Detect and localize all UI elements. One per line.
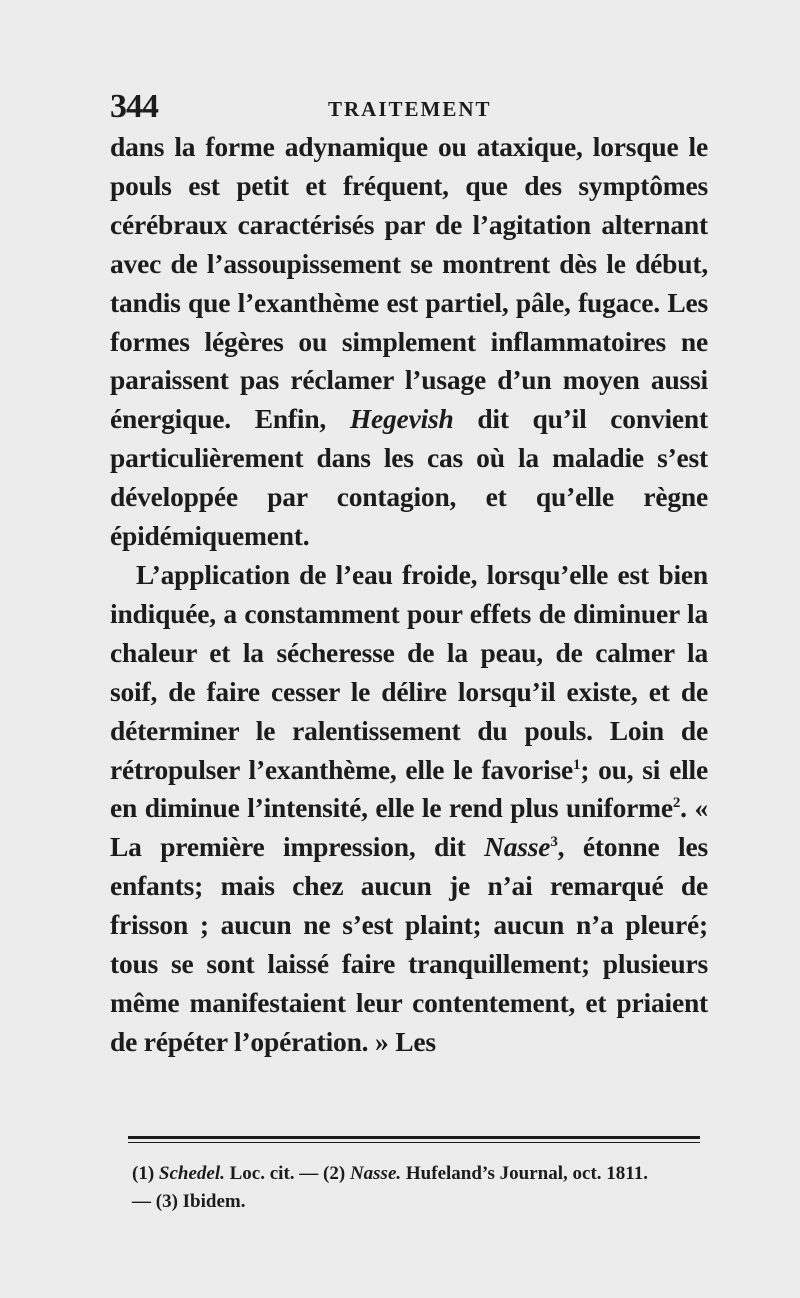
page-number: 344 [110,88,158,125]
footnote-text-1: Loc. cit. — (2) [224,1163,350,1184]
author-name-nasse: Nasse [484,831,551,863]
paragraph-2-text-b: ; ou, si elle en diminue l’intensité, elle le rend plus uniforme [110,753,708,824]
paragraph-1 [110,128,708,556]
footnotes [132,1160,712,1216]
paragraph-2-text-c: . « La première impression, dit [110,792,708,863]
footnote-divider-thin [128,1142,700,1143]
running-head: TRAITEMENT [328,97,492,121]
footnote-ref-3: 3 [550,834,558,851]
footnote-mark-1: (1) [132,1163,159,1184]
footnote-ref-1: 1 [573,756,581,773]
footnote-ref-2: 2 [672,795,681,812]
paragraph-2 [110,556,708,1062]
page-header [110,88,700,128]
paragraph-1-text-a: dans la forme adynamique ou ataxique, lorsque le pouls est petit et fréquent, que des symptômes cérébraux caractérisés par de l’agitation alternant avec de l’assoupissement se montrent dès le début, tandis que l’exanthème est partiel, pâle, fugace. Les formes légères ou simplement inflammatoires ne paraissent pas réclamer l’usage d’un moyen aussi énergique. Enfin, [110,131,708,435]
footnote-line-2: — (3) Ibidem. [132,1191,246,1212]
footnote-author-schedel: Schedel. [158,1163,225,1184]
footnote-divider [128,1136,700,1139]
author-name-hegevish: Hegevish [349,403,454,435]
paragraph-2-text-a: L’application de l’eau froide, lorsqu’elle est bien indiquée, a constamment pour effets de diminuer la chaleur et la sécheresse de la peau, de calmer la soif, de faire cesser le délire lorsqu’il existe, et de déterminer le ralentissement du pouls. Loin de rétropulser l’exanthème, elle le favorise [110,558,708,785]
paragraph-2-text-d: , étonne les enfants; mais chez aucun je n’ai remarqué de frisson ; aucun ne s’est plaint; aucun n’a pleuré; tous se sont laissé faire tranquillement; plusieurs même manifestaient leur contentement, et priaient de répéter l’opération. » Les [110,831,708,1057]
footnote-text-2: Hufeland’s Journal, oct. 1811. [401,1163,648,1184]
body-text [110,128,708,1062]
footnote-author-nasse: Nasse. [349,1163,402,1184]
paragraph-1-text-b: dit qu’il convient particulièrement dans les cas où la maladie s’est développée par contagion, et qu’elle règne épidémiquement. [110,403,708,552]
footnote-line-1 [132,1160,712,1188]
